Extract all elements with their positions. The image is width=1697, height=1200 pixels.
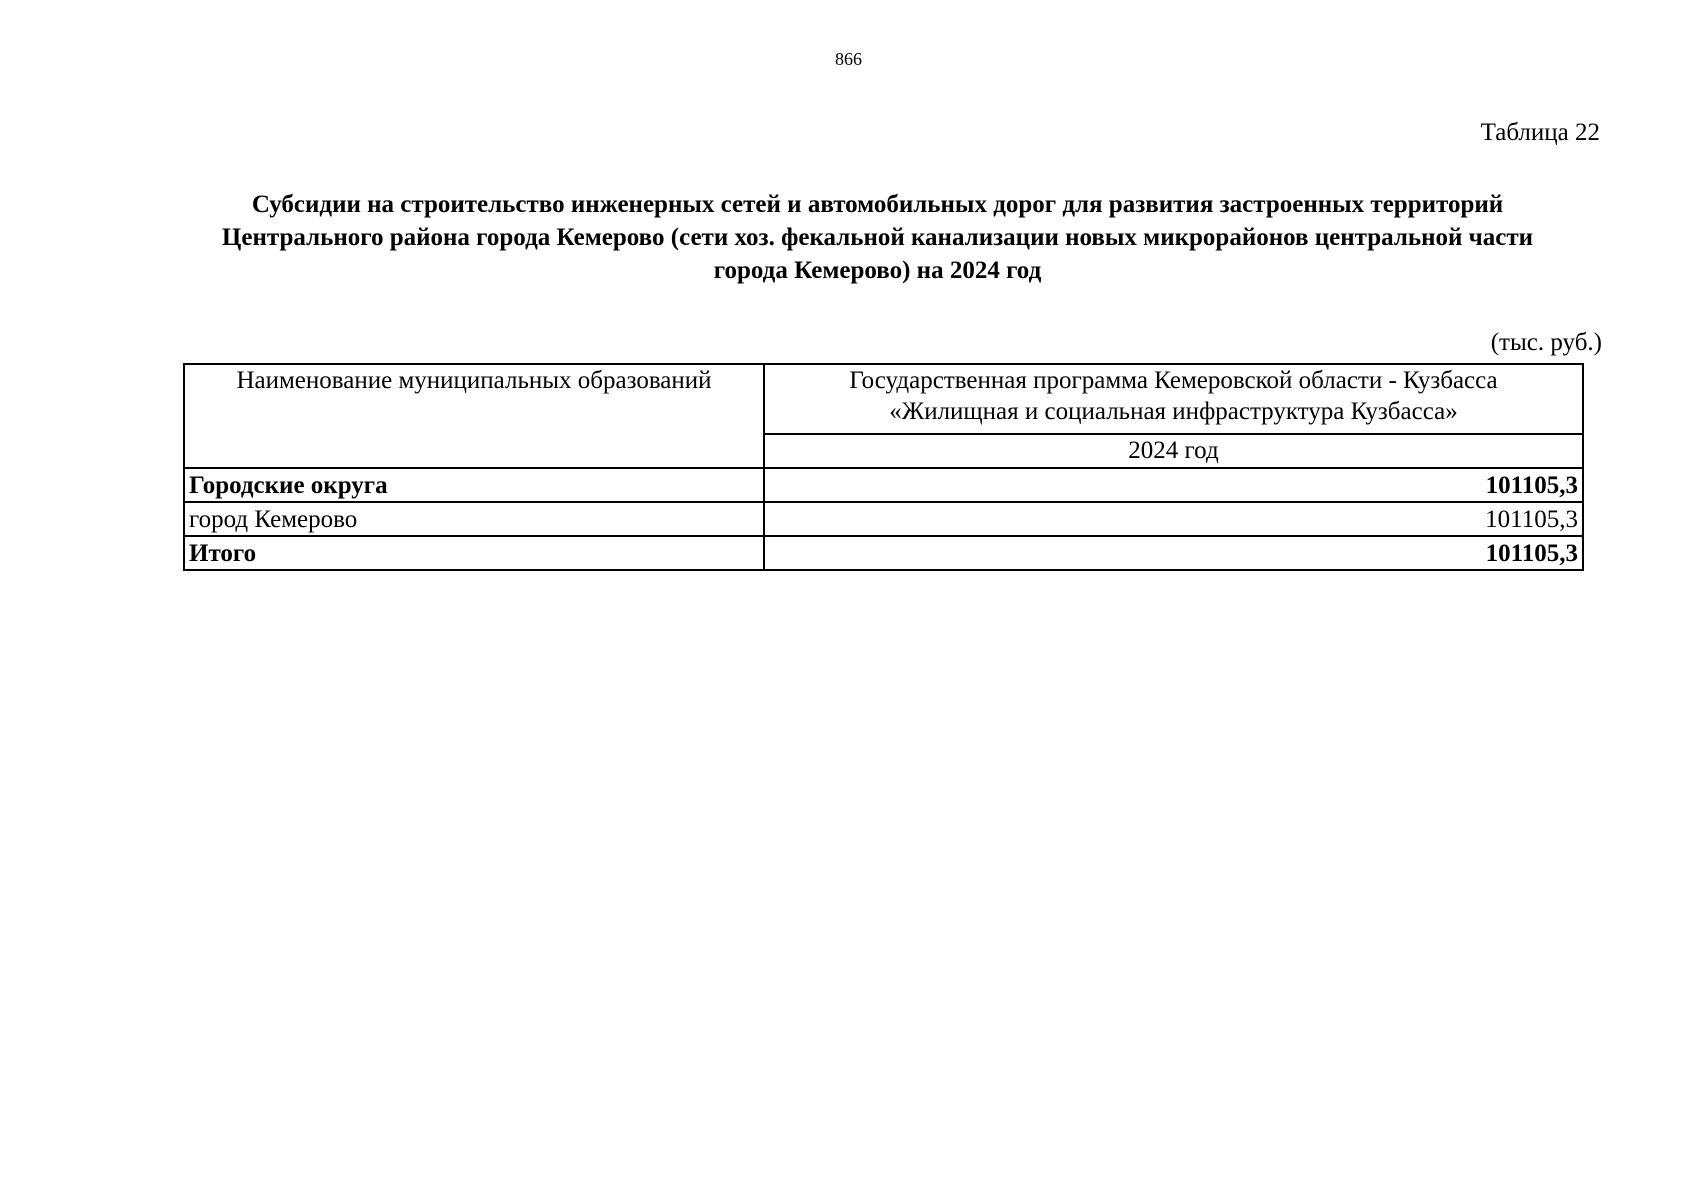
page-number: 866 (835, 49, 862, 69)
table-row (184, 468, 1583, 502)
header-program-line-1: Государственная программа Кемеровской области - Кузбасса (849, 367, 1498, 394)
row-name: Итого (184, 536, 764, 570)
title-line-2: Центрального района города Кемерово (сети хоз. фекальной канализации новых микрорайонов центральной части (221, 224, 1534, 251)
header-municipality-name: Наименование муниципальных образований (184, 364, 764, 468)
row-value: 101105,3 (764, 536, 1583, 570)
title-line-3: города Кемерово) на 2024 год (713, 257, 1042, 284)
table-row (184, 536, 1583, 570)
units-label: (тыс. руб.) (1490, 329, 1602, 356)
row-value: 101105,3 (764, 502, 1583, 536)
row-name: город Кемерово (184, 502, 764, 536)
header-program (764, 364, 1583, 434)
table-label: Таблица 22 (1480, 119, 1600, 146)
table-row (184, 502, 1583, 536)
title-line-1: Субсидии на строительство инженерных сетей и автомобильных дорог для развития застроенных территорий (251, 191, 1504, 218)
subsidy-table (183, 363, 1584, 571)
header-program-line-2: «Жилищная и социальная инфраструктура Кузбасса» (889, 398, 1458, 425)
document-title (150, 188, 1605, 287)
row-name: Городские округа (184, 468, 764, 502)
header-year: 2024 год (764, 434, 1583, 468)
row-value: 101105,3 (764, 468, 1583, 502)
